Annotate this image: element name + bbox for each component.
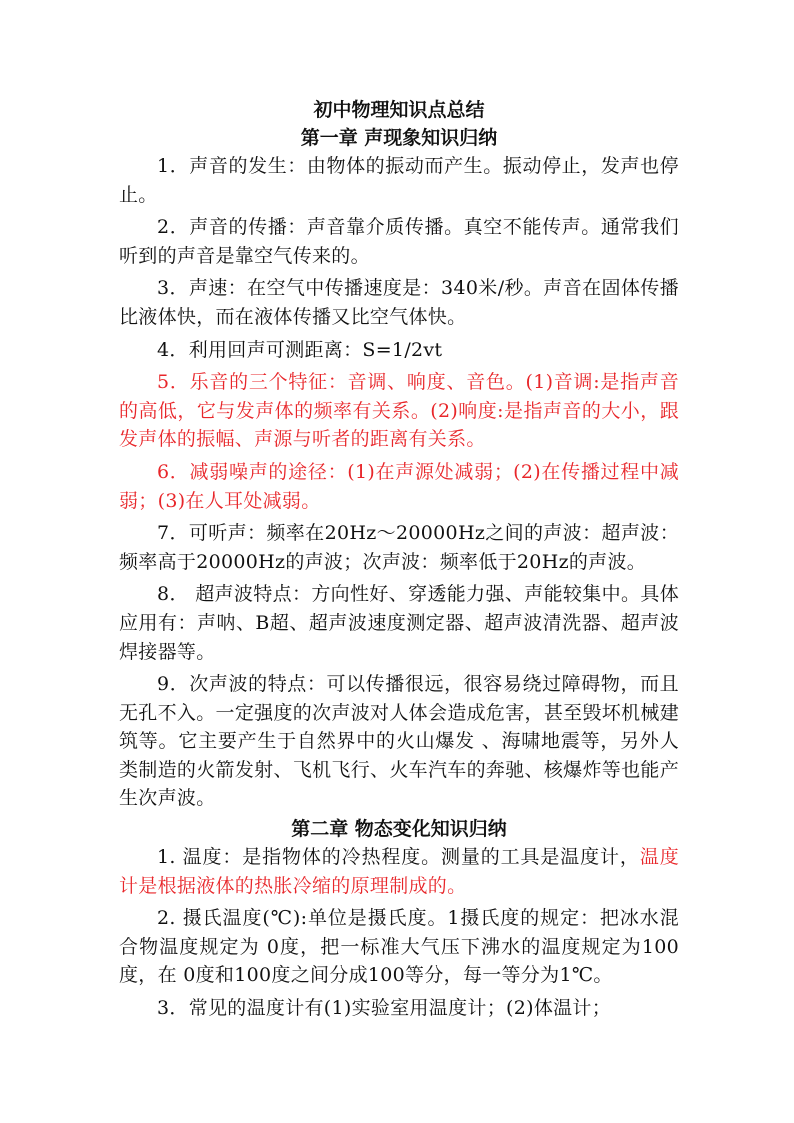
ch2-item-1-highlight: 温度计是根据液体的热胀冷缩的原理制成的。 [119,846,680,897]
ch1-item-6: 6．减弱噪声的途径：(1)在声源处减弱；(2)在传播过程中减弱；(3)在人耳处减弱。 [119,460,679,512]
document-content [119,96,679,1023]
ch1-item-3: 3．声速：在空气中传播速度是：340米/秒。声音在固体传播比液体快，而在液体传播又比空气体快。 [119,277,679,328]
ch2-item-1-lead: 1. 温度：是指物体的冷热程度。测量的工具是温度计， [157,846,640,869]
ch1-item-5: 5．乐音的三个特征：音调、响度、音色。(1)音调:是指声音的高低，它与发声体的频率有关系。(2)响度:是指声音的大小，跟发声体的振幅、声源与听者的距离有关系。 [119,371,679,451]
ch1-item-4: 4．利用回声可测距离：S=1/2vt [157,338,443,361]
ch1-item-7: 7．可听声：频率在20Hz～20000Hz之间的声波：超声波：频率高于20000Hz的声波；次声波：频率低于20Hz的声波。 [119,522,679,573]
document-title: 初中物理知识点总结 [313,99,485,121]
ch1-item-1: 1．声音的发生：由物体的振动而产生。振动停止，发声也停止。 [119,155,679,206]
ch1-item-8: 8． 超声波特点：方向性好、穿透能力强、声能较集中。具体应用有：声呐、B超、超声波速度测定器、超声波清洗器、超声波焊接器等。 [119,583,679,663]
ch2-item-3: 3．常见的温度计有(1)实验室用温度计；(2)体温计； [157,997,612,1020]
chapter-2-heading: 第二章 物态变化知识归纳 [291,818,507,841]
ch2-item-1 [119,843,679,900]
ch1-item-2: 2．声音的传播：声音靠介质传播。真空不能传声。通常我们听到的声音是靠空气传来的。 [119,216,679,267]
ch2-item-2: 2. 摄氏温度(℃):单位是摄氏度。1摄氏度的规定：把冰水混合物温度规定为 0度，把一标准大气压下沸水的温度规定为100度，在 0度和100度之间分成100等分，每一等分为1℃。 [119,907,679,987]
ch1-item-9: 9．次声波的特点：可以传播很远，很容易绕过障碍物，而且无孔不入。一定强度的次声波对人体会造成危害，甚至毁坏机械建筑等。它主要产生于自然界中的火山爆发 、海啸地震等，另外人类制造的火箭发射、飞机飞行、火车汽车的奔驰、核爆炸等也能产生次声波。 [119,673,679,810]
chapter-1-heading: 第一章 声现象知识归纳 [300,127,498,149]
